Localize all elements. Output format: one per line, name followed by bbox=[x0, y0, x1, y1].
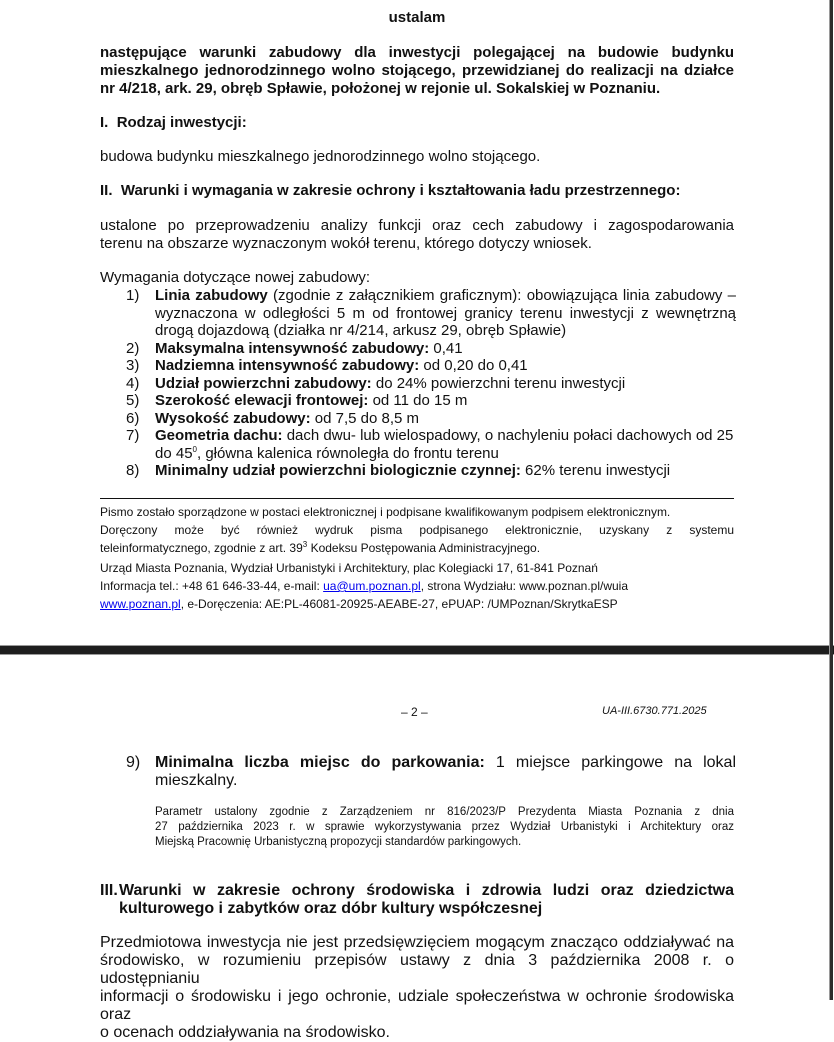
degree-superscript: 0 bbox=[192, 444, 197, 454]
requirement-item bbox=[100, 287, 736, 340]
website-link[interactable]: www.poznan.pl bbox=[100, 597, 181, 611]
section-1-heading bbox=[100, 114, 247, 132]
signature-note bbox=[100, 503, 734, 557]
section-2-text bbox=[100, 217, 734, 253]
requirement-label: Nadziemna intensywność zabudowy: bbox=[155, 357, 420, 374]
requirement-body bbox=[155, 287, 736, 340]
requirement-text: dach dwu- lub wielospadowy, o nachyleniu połaci dachowych od 25 do 45 bbox=[155, 427, 734, 462]
requirement-number: 1) bbox=[126, 287, 140, 304]
requirement-number: 4) bbox=[126, 374, 140, 392]
requirement-label: Szerokość elewacji frontowej: bbox=[155, 392, 369, 409]
section-1-text: budowa budynku mieszkalnego jednorodzinnego wolno stojącego. bbox=[100, 148, 541, 165]
section-3-heading bbox=[100, 882, 734, 918]
section-3-text-line: informacji o środowisku i jego ochronie, udziale społeczeństwa w ochronie środowiska oraz bbox=[100, 988, 734, 1023]
section-1-number: I. bbox=[100, 114, 109, 131]
requirement-number: 8) bbox=[126, 462, 140, 479]
requirement-body bbox=[155, 410, 736, 428]
requirement-body bbox=[155, 754, 736, 790]
requirement-text: od 0,20 do 0,41 bbox=[419, 357, 528, 374]
signature-line-text: teleinformatycznego, zgodnie z art. 39 bbox=[100, 541, 303, 555]
signature-line: Pismo zostało sporządzone w postaci elektronicznej i podpisane kwalifikowanym podpisem elektronicznym. bbox=[100, 505, 671, 519]
requirements-list bbox=[100, 287, 736, 480]
requirement-body bbox=[155, 357, 736, 375]
signature-line bbox=[100, 539, 734, 557]
section-3-title-line: Warunki w zakresie ochrony środowiska i zdrowia ludzi oraz dziedzictwa bbox=[119, 882, 734, 899]
intro-line: nr 4/218, ark. 29, obręb Spławie, położonej w rejonie ul. Sokalskiej w Poznaniu. bbox=[100, 80, 661, 97]
section-3-text-line: Przedmiotowa inwestycja nie jest przedsięwzięciem mogącym znacząco oddziaływać na bbox=[100, 934, 734, 951]
requirement-number: 9) bbox=[126, 754, 141, 771]
requirement-text: (zgodnie z załącznikiem graficznym): obowiązująca linia zabudowy – wyznaczona w odległości 5 m od frontowej granicy terenu inwestycji z wewnętrzną drogą dojazdową (działka nr 4/214, arkusz 29, obręb Spławie) bbox=[155, 287, 736, 339]
page-separator bbox=[0, 645, 834, 655]
section-3-text bbox=[100, 934, 734, 1042]
requirement-body bbox=[155, 392, 736, 410]
requirement-body bbox=[155, 427, 736, 462]
section-2-text-line: ustalone po przeprowadzeniu analizy funkcji oraz cech zabudowy i zagospodarowania bbox=[100, 217, 734, 234]
requirement-body bbox=[155, 462, 736, 480]
section-1-title: Rodzaj inwestycji: bbox=[116, 114, 247, 131]
requirement-text: 1 miejsce parkingowe na lokal mieszkalny. bbox=[155, 754, 736, 789]
footer-divider bbox=[100, 498, 734, 499]
requirement-label: Linia zabudowy bbox=[155, 287, 268, 304]
requirement-text: 62% terenu inwestycji bbox=[520, 462, 671, 479]
office-address: Urząd Miasta Poznania, Wydział Urbanistyki i Architektury, plac Kolegiacki 17, 61-841 Poznań bbox=[100, 561, 598, 575]
requirement-item bbox=[100, 462, 736, 480]
section-3-text-line: o ocenach oddziaływania na środowisko. bbox=[100, 1024, 390, 1041]
requirement-number: 5) bbox=[126, 392, 140, 409]
requirement-label: Geometria dachu: bbox=[155, 427, 283, 444]
requirement-label: Minimalna liczba miejsc do parkowania: bbox=[155, 754, 485, 771]
section-2-heading bbox=[100, 182, 680, 200]
decision-heading: ustalam bbox=[388, 9, 446, 26]
requirement-number: 7) bbox=[126, 427, 140, 444]
requirement-text: do 24% powierzchni terenu inwestycji bbox=[371, 374, 626, 392]
requirement-label: Udział powierzchni zabudowy: bbox=[155, 374, 372, 392]
requirement-label: Maksymalna intensywność zabudowy: bbox=[155, 339, 430, 357]
intro-paragraph bbox=[100, 44, 734, 98]
requirement-number: 3) bbox=[126, 357, 140, 374]
office-contact bbox=[100, 559, 734, 613]
edelivery-text: , e-Doręczenia: AE:PL-46081-20925-AEABE-27, ePUAP: /UMPoznan/SkrytkaESP bbox=[180, 597, 618, 611]
requirement-number: 2) bbox=[126, 339, 140, 357]
office-phone-email bbox=[100, 577, 734, 595]
case-number: UA-III.6730.771.2025 bbox=[602, 705, 707, 717]
contact-text: Informacja tel.: +48 61 646-33-44, e-mail: bbox=[100, 579, 324, 593]
requirement-label: Wysokość zabudowy: bbox=[155, 409, 311, 427]
parking-note-line: Miejską Pracownię Urbanistyczną propozycji standardów parkingowych. bbox=[155, 836, 522, 848]
requirement-text-after: , główna kalenica równoległa do frontu terenu bbox=[197, 444, 499, 462]
parking-note-line: 27 października 2023 r. w sprawie wykorzystywania przez Wydział Urbanistyki i Architektury oraz bbox=[155, 821, 734, 833]
requirement-body bbox=[155, 375, 736, 393]
requirements-label: Wymagania dotyczące nowej zabudowy: bbox=[100, 269, 371, 286]
requirement-text: od 11 do 15 m bbox=[368, 392, 468, 409]
parking-note bbox=[155, 805, 734, 850]
parking-note-line: Parametr ustalony zgodnie z Zarządzeniem nr 816/2023/P Prezydenta Miasta Poznania z dnia bbox=[155, 806, 734, 818]
signature-line-text: Kodeksu Postępowania Administracyjnego. bbox=[307, 541, 541, 555]
article-superscript: 3 bbox=[302, 540, 308, 549]
section-3-title-line: kulturowego i zabytków oraz dóbr kultury współczesnej bbox=[119, 900, 543, 917]
section-3-text-line: środowisko, w rozumieniu przepisów ustawy z dnia 3 października 2008 r. o udostępnianiu bbox=[100, 952, 734, 987]
requirement-label: Minimalny udział powierzchni biologicznie czynnej: bbox=[155, 462, 521, 479]
page-number: – 2 – bbox=[401, 705, 428, 719]
requirement-body bbox=[155, 340, 736, 358]
section-3-heading-line bbox=[100, 882, 734, 900]
requirement-text: od 7,5 do 8,5 m bbox=[310, 409, 419, 427]
page-2 bbox=[0, 655, 829, 1041]
requirements-list-continued bbox=[100, 754, 736, 790]
requirement-item bbox=[100, 410, 736, 428]
requirement-item bbox=[100, 392, 736, 410]
requirement-number: 6) bbox=[126, 409, 140, 427]
section-3-number: III. bbox=[100, 882, 118, 899]
section-2-title: Warunki i wymagania w zakresie ochrony i kształtowania ładu przestrzennego: bbox=[120, 182, 681, 199]
requirement-text: 0,41 bbox=[429, 339, 463, 357]
contact-text: , strona Wydziału: www.poznan.pl/wuia bbox=[420, 579, 629, 593]
requirement-item bbox=[100, 754, 736, 790]
email-link[interactable]: ua@um.poznan.pl bbox=[323, 579, 421, 593]
viewer-right-border bbox=[830, 0, 833, 1000]
office-edelivery bbox=[100, 595, 734, 613]
intro-line: mieszkalnego jednorodzinnego wolno stojącego, przewidzianej do realizacji na działce bbox=[100, 62, 734, 79]
requirement-item bbox=[100, 427, 736, 462]
requirement-item bbox=[100, 375, 736, 393]
requirement-item bbox=[100, 340, 736, 358]
signature-line: Doręczony może być również wydruk pisma podpisanego elektronicznie, uzyskany z systemu bbox=[100, 523, 734, 537]
section-2-number: II. bbox=[100, 182, 113, 199]
requirement-item bbox=[100, 357, 736, 375]
section-2-text-line: terenu na obszarze wyznaczonym wokół terenu, którego dotyczy wniosek. bbox=[100, 235, 592, 252]
intro-line: następujące warunki zabudowy dla inwestycji polegającej na budowie budynku bbox=[100, 44, 734, 61]
